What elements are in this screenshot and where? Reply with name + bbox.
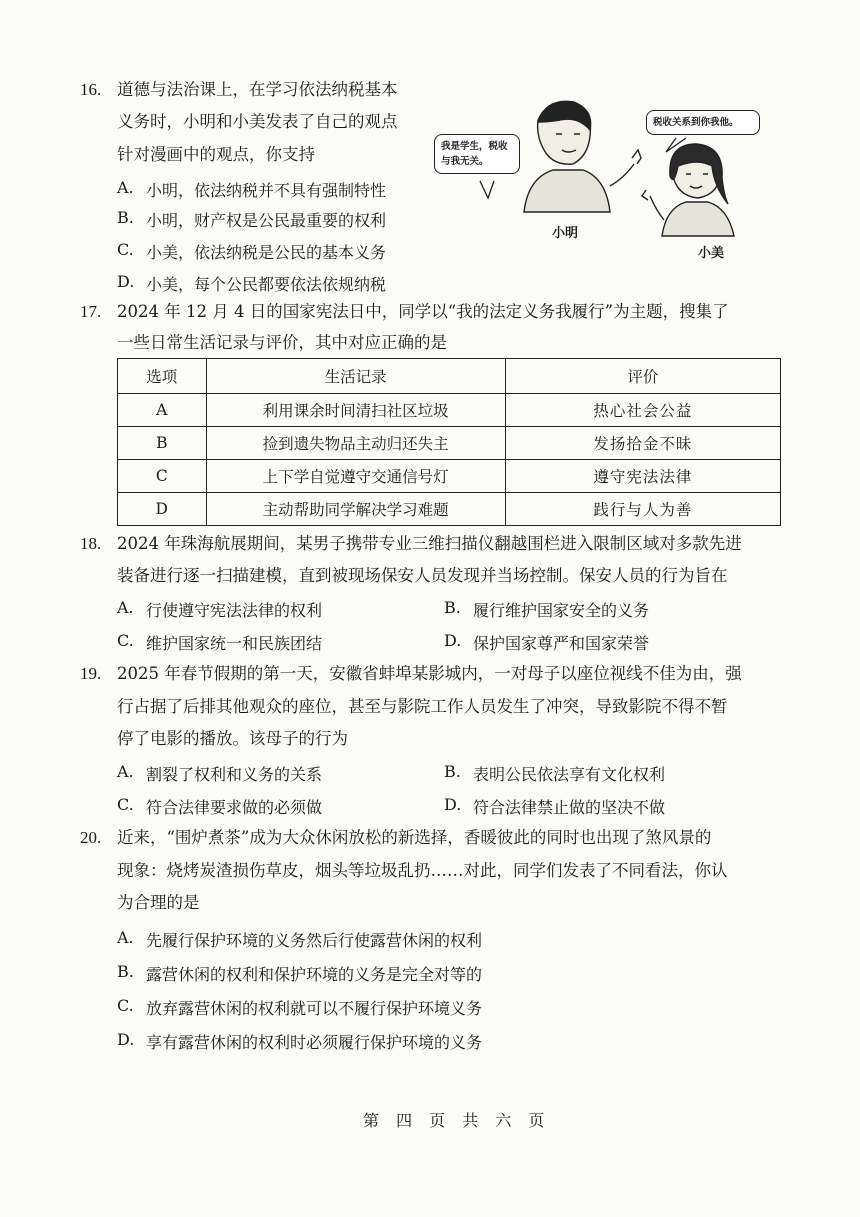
option-text: 小明，依法纳税并不具有强制特性 xyxy=(146,181,387,200)
option-text: 露营休闲的权利和保护环境的义务是完全对等的 xyxy=(146,965,483,984)
question-stem-line: 行占据了后排其他观众的座位，甚至与影院工作人员发生了冲突，导致影院不得不暂 xyxy=(117,697,728,716)
table-cell: A xyxy=(118,394,207,427)
option-label: C. xyxy=(117,996,134,1015)
figure-label-right: 小美 xyxy=(698,246,725,261)
table-cell: 践行与人为善 xyxy=(505,493,780,526)
table-cell: 遵守宪法法律 xyxy=(505,460,780,493)
question-stem-line: 停了电影的播放。该母子的行为 xyxy=(117,729,348,748)
option-text: 享有露营休闲的权利时必须履行保护环境的义务 xyxy=(146,1033,483,1052)
table-cell: C xyxy=(118,460,207,493)
option-label: C. xyxy=(117,240,134,259)
option-text: 符合法律要求做的必须做 xyxy=(146,798,323,817)
option-text: 保护国家尊严和国家荣誉 xyxy=(473,634,650,653)
table-cell: 利用课余时间清扫社区垃圾 xyxy=(206,394,505,427)
question-number: 17. xyxy=(80,302,102,321)
option-text: 放弃露营休闲的权利就可以不履行保护环境义务 xyxy=(146,999,483,1018)
speech-bubble-right: 税收关系到你我他。 xyxy=(646,110,760,135)
option-label: A. xyxy=(117,178,134,197)
option-label: D. xyxy=(117,272,135,291)
option-text: 表明公民依法享有文化权利 xyxy=(473,765,666,784)
option-label: A. xyxy=(117,762,134,781)
table-header-row xyxy=(118,359,781,394)
figure-label-left: 小明 xyxy=(552,226,579,241)
option-text: 行使遵守宪法法律的权利 xyxy=(146,601,323,620)
question-stem-line: 现象：烧烤炭渣损伤草皮，烟头等垃圾乱扔……对此，同学们发表了不同看法，你认 xyxy=(117,861,728,880)
question-stem-line: 近来，“围炉煮茶”成为大众休闲放松的新选择，香暖彼此的同时也出现了煞风景的 xyxy=(117,828,712,847)
boy-figure xyxy=(524,101,641,212)
option-text: 割裂了权利和义务的关系 xyxy=(146,765,323,784)
table-header-cell: 生活记录 xyxy=(206,359,505,394)
option-label: B. xyxy=(117,208,134,227)
table-row xyxy=(118,493,781,526)
option-label: B. xyxy=(444,762,461,781)
question-stem-line: 2025 年春节假期的第一天，安徽省蚌埠某影城内，一对母子以座位视线不佳为由，强 xyxy=(117,664,742,683)
page-footer: 第 四 页 共 六 页 xyxy=(363,1111,551,1130)
table-cell: D xyxy=(118,493,207,526)
option-text: 履行维护国家安全的义务 xyxy=(473,601,650,620)
table-cell: 主动帮助同学解决学习难题 xyxy=(206,493,505,526)
table-cell: 发扬拾金不昧 xyxy=(505,427,780,460)
option-label: C. xyxy=(117,795,134,814)
question-stem-line: 义务时，小明和小美发表了自己的观点 xyxy=(117,112,398,131)
option-label: A. xyxy=(117,928,134,947)
comic-illustration xyxy=(428,86,760,266)
speech-bubble-left: 我是学生，税收与我无关。 xyxy=(434,134,520,174)
question-stem-line: 2024 年珠海航展期间，某男子携带专业三维扫描仪翻越围栏进入限制区域对多款先进 xyxy=(117,534,742,553)
question-stem-line: 一些日常生活记录与评价，其中对应正确的是 xyxy=(117,333,447,352)
option-label: B. xyxy=(444,598,461,617)
girl-figure xyxy=(642,144,734,236)
question-stem-line: 2024 年 12 月 4 日的国家宪法日中，同学以“我的法定义务我履行”为主题，搜集了 xyxy=(117,302,729,321)
option-label: D. xyxy=(444,631,462,650)
question-stem-line: 为合理的是 xyxy=(117,893,200,912)
table-cell: 上下学自觉遵守交通信号灯 xyxy=(206,460,505,493)
option-text: 小美，依法纳税是公民的基本义务 xyxy=(146,243,387,262)
table-header-cell: 选项 xyxy=(118,359,207,394)
question-stem-line: 装备进行逐一扫描建模，直到被现场保安人员发现并当场控制。保安人员的行为旨在 xyxy=(117,566,728,585)
option-label: B. xyxy=(117,962,134,981)
records-table xyxy=(117,358,781,526)
question-number: 19. xyxy=(80,664,102,683)
question-number: 20. xyxy=(80,828,102,847)
table-cell: 热心社会公益 xyxy=(505,394,780,427)
table-row xyxy=(118,427,781,460)
table-row xyxy=(118,394,781,427)
option-text: 符合法律禁止做的坚决不做 xyxy=(473,798,666,817)
option-text: 小美，每个公民都要依法依规纳税 xyxy=(146,275,387,294)
option-text: 先履行保护环境的义务然后行使露营休闲的权利 xyxy=(146,931,483,950)
table-header-cell: 评价 xyxy=(505,359,780,394)
option-label: D. xyxy=(117,1030,135,1049)
option-label: D. xyxy=(444,795,462,814)
question-number: 18. xyxy=(80,534,102,553)
option-text: 维护国家统一和民族团结 xyxy=(146,634,323,653)
comic-figures xyxy=(428,86,760,266)
option-label: A. xyxy=(117,598,134,617)
table-cell: 捡到遗失物品主动归还失主 xyxy=(206,427,505,460)
question-stem-line: 针对漫画中的观点，你支持 xyxy=(117,145,315,164)
question-number: 16. xyxy=(80,80,102,99)
option-text: 小明，财产权是公民最重要的权利 xyxy=(146,211,387,230)
question-stem-line: 道德与法治课上，在学习依法纳税基本 xyxy=(117,80,398,99)
table-cell: B xyxy=(118,427,207,460)
table-row xyxy=(118,460,781,493)
option-label: C. xyxy=(117,631,134,650)
